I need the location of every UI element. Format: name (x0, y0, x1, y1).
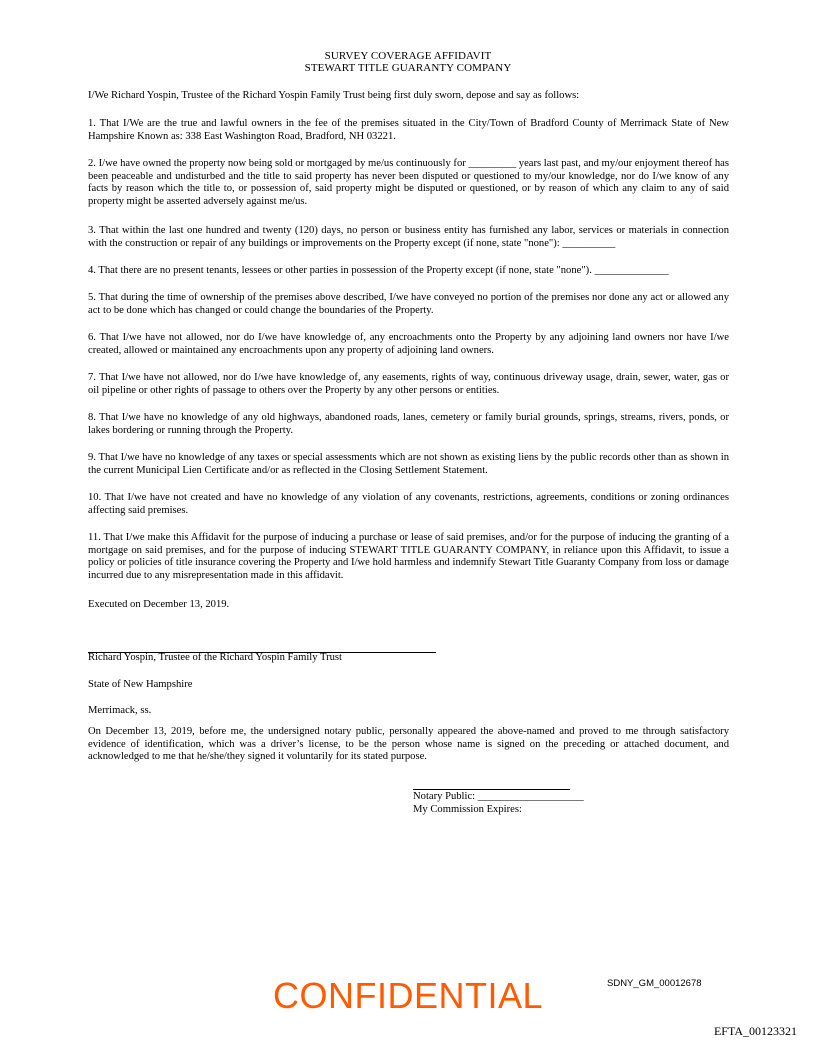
bates-number: SDNY_GM_00012678 (607, 978, 702, 989)
paragraph-3: 3. That within the last one hundred and twenty (120) days, no person or business entity has furnished any labor, services or materials in connection with the construction or repair of any buildings or improvements on the Property except (if none, state "none"): __________ (88, 225, 729, 249)
paragraph-8: 8. That I/we have no knowledge of any old highways, abandoned roads, lanes, cemetery or family burial grounds, springs, streams, rivers, ponds, or lakes bordering or running through the Property. (88, 412, 729, 436)
paragraph-1: 1. That I/We are the true and lawful owners in the fee of the premises situated in the City/Town of Bradford County of Merrimack State of New Hampshire Known as: 338 East Washington Road, Bradford, NH 03221. (88, 118, 729, 142)
paragraph-7: 7. That I/we have not allowed, nor do I/we have knowledge of, any easements, rights of way, continuous driveway usage, drain, sewer, water, gas or oil pipeline or other rights of passage to others over the Property by any other persons or entities. (88, 372, 729, 396)
paragraph-2: 2. I/we have owned the property now being sold or mortgaged by me/us continuously for _________ years last past, and my/our enjoyment thereof has been peaceable and undisturbed and the title to said property has never been disputed or questioned to my/our knowledge, nor do I/we know of any facts by reason which the title to, or possession of, said property might be disputed or questioned, or by reason of which any claim to any of said property might be asserted adversely against me/us. (88, 158, 729, 207)
document-title: SURVEY COVERAGE AFFIDAVIT (324, 50, 492, 62)
paragraph-10: 10. That I/we have not created and have no knowledge of any violation of any covenants, restrictions, agreements, conditions or zoning ordinances affecting said premises. (88, 492, 729, 516)
document-subtitle: STEWART TITLE GUARANTY COMPANY (304, 62, 512, 74)
signer-name: Richard Yospin, Trustee of the Richard Yospin Family Trust (88, 652, 342, 663)
venue-county: Merrimack, ss. (88, 705, 152, 716)
paragraph-6: 6. That I/we have not allowed, nor do I/we have knowledge of, any encroachments onto the Property by any adjoining land owners nor have I/we created, allowed or maintained any encroachments upon any property of adjoining land owners. (88, 332, 729, 356)
execution-date: Executed on December 13, 2019. (88, 599, 230, 610)
venue-state: State of New Hampshire (88, 679, 193, 690)
commission-expires-label: My Commission Expires: (413, 804, 522, 815)
paragraph-9: 9. That I/we have no knowledge of any taxes or special assessments which are not shown as existing liens by the public records other than as shown in the current Municipal Lien Certificate and/or as reflected in the Closing Settlement Statement. (88, 452, 729, 476)
confidential-stamp: CONFIDENTIAL (272, 975, 544, 1016)
efta-number: EFTA_00123321 (713, 1024, 797, 1038)
paragraph-4: 4. That there are no present tenants, lessees or other parties in possession of the Property except (if none, state "none"). ______________ (88, 265, 669, 276)
notary-public-label: Notary Public: ____________________ (413, 791, 584, 802)
intro-statement: I/We Richard Yospin, Trustee of the Richard Yospin Family Trust being first duly sworn, depose and say as follows: (88, 90, 580, 101)
notary-acknowledgment: On December 13, 2019, before me, the undersigned notary public, personally appeared the above-named and proved to me through satisfactory evidence of identification, which was a driver’s license, to be the person whose name is signed on the preceding or attached document, and acknowledged to me that he/she/they signed it voluntarily for its stated purpose. (88, 726, 729, 763)
paragraph-5: 5. That during the time of ownership of the premises above described, I/we have conveyed no portion of the premises nor done any act or allowed any act to be done which has changed or could change the boundaries of the Property. (88, 292, 729, 316)
notary-signature-line (413, 789, 570, 790)
paragraph-11: 11. That I/we make this Affidavit for the purpose of inducing a purchase or lease of said premises, and/or for the purpose of inducing the granting of a mortgage on said premises, and for the purpose of inducing STEWART TITLE GUARANTY COMPANY, in reliance upon this Affidavit, to issue a policy or policies of title insurance covering the Property and I/we hold harmless and indemnify Stewart Title Guaranty Company from loss or damage incurred due to any misrepresentation made in this affidavit. (88, 532, 729, 581)
